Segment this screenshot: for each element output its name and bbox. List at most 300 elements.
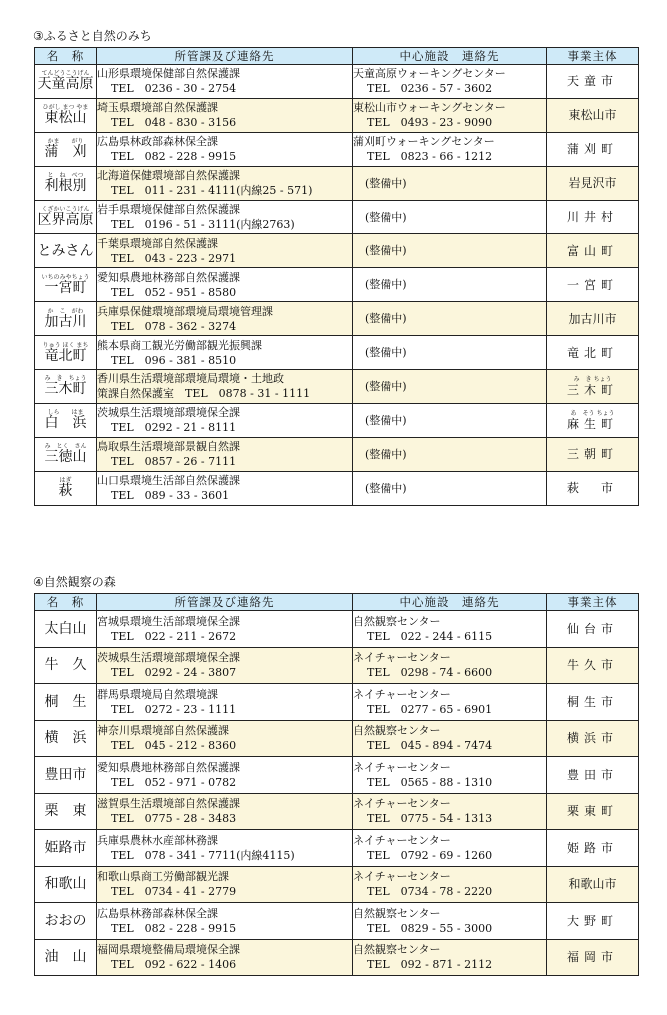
place-name-text: 和歌山 xyxy=(44,876,87,893)
operator xyxy=(567,695,618,709)
center-cell xyxy=(353,302,547,336)
dept-name: 福岡県環境整備局環境保全課 xyxy=(97,943,240,957)
center-name: ネイチャーセンター xyxy=(353,870,451,884)
header-center: 中心施設 連絡先 xyxy=(353,594,547,611)
operator xyxy=(568,877,616,891)
operator-name: 三朝町 xyxy=(566,447,618,462)
center-name: (整備中) xyxy=(365,244,407,258)
place-ruby: かま がり xyxy=(47,138,84,146)
operator xyxy=(567,278,618,292)
dept-tel: TEL 045 - 212 - 8360 xyxy=(111,739,237,753)
place-name-cell xyxy=(35,684,97,721)
center-cell xyxy=(353,65,547,99)
center-cell xyxy=(353,866,547,903)
place-name xyxy=(38,70,94,91)
place-name-cell xyxy=(35,98,97,132)
place-name-text: 白 浜 xyxy=(44,415,87,432)
center-tel: TEL 0298 - 74 - 6600 xyxy=(367,666,493,680)
operator-cell xyxy=(547,65,639,99)
operator-cell xyxy=(547,471,639,505)
place-ruby: か こ がわ xyxy=(47,307,84,315)
place-name xyxy=(45,658,87,672)
place-name-text: 東松山 xyxy=(44,110,87,127)
operator-ruby: み き ちょう xyxy=(573,375,612,383)
center-name: ネイチャーセンター xyxy=(353,760,451,774)
place-name xyxy=(45,914,87,928)
place-name-text: 一宮町 xyxy=(44,279,87,296)
dept-name: 宮城県環境生活部環境保全課 xyxy=(97,614,240,628)
table-row xyxy=(35,370,639,404)
operator-cell xyxy=(547,939,639,976)
operator-name: 豊田市 xyxy=(566,767,618,782)
operator-name: 福岡市 xyxy=(566,950,618,965)
operator-cell xyxy=(547,98,639,132)
center-name: (整備中) xyxy=(365,346,407,360)
table-row xyxy=(35,647,639,684)
center-name: (整備中) xyxy=(365,413,407,427)
place-name xyxy=(45,409,87,430)
center-cell xyxy=(353,437,547,471)
place-name xyxy=(45,622,87,636)
center-cell xyxy=(353,830,547,867)
center-tel: TEL 0493 - 23 - 9090 xyxy=(367,116,493,130)
operator-name: 川井村 xyxy=(566,210,618,224)
place-name xyxy=(43,342,89,363)
table-row xyxy=(35,471,639,505)
dept-name: 北海道保健環境部自然保護課 xyxy=(97,169,240,183)
table-row xyxy=(35,132,639,166)
center-cell xyxy=(353,757,547,794)
place-name xyxy=(45,841,87,855)
operator xyxy=(567,914,618,928)
dept-name: 群馬県環境局自然環境課 xyxy=(97,687,218,701)
center-name: (整備中) xyxy=(365,481,407,495)
operator-name: 牛久市 xyxy=(566,658,618,673)
dept-tel: TEL 0292 - 24 - 3807 xyxy=(111,666,237,680)
dept-tel: TEL 0857 - 26 - 7111 xyxy=(111,455,237,469)
operator-name: 三木町 xyxy=(566,382,618,397)
center-name: 自然観察センター xyxy=(353,943,441,957)
operator xyxy=(567,210,618,224)
table-row xyxy=(35,720,639,757)
operator-name: 東松山市 xyxy=(568,108,617,123)
place-name-text: 油 山 xyxy=(44,949,87,966)
dept-cell xyxy=(97,647,353,684)
place-name-cell xyxy=(35,647,97,684)
place-ruby: はぎ xyxy=(59,477,72,485)
dept-tel: TEL 052 - 951 - 8580 xyxy=(111,285,237,299)
center-cell xyxy=(353,234,547,268)
operator-cell xyxy=(547,268,639,302)
dept-tel: TEL 089 - 33 - 3601 xyxy=(111,489,230,503)
dept-cell xyxy=(97,336,353,370)
dept-name: 山形県環境保健部自然保護課 xyxy=(97,67,240,81)
furusato-table xyxy=(34,47,639,506)
dept-name: 埼玉県環境部自然保護課 xyxy=(97,101,218,115)
section-title-observation: ④自然観察の森 xyxy=(33,575,116,589)
place-name xyxy=(38,244,94,258)
center-name: ネイチャーセンター xyxy=(353,797,451,811)
place-ruby: てんどうこうげん xyxy=(41,70,90,78)
dept-name: 滋賀県生活環境部自然保護課 xyxy=(97,797,240,811)
operator-name: 和歌山市 xyxy=(568,877,617,892)
operator-name: 大野町 xyxy=(566,913,618,928)
dept-name: 岩手県環境保健部自然保護課 xyxy=(97,203,240,216)
observation-table xyxy=(34,593,639,976)
place-name-cell xyxy=(35,757,97,794)
table-row xyxy=(35,65,639,99)
operator-cell xyxy=(547,684,639,721)
center-cell xyxy=(353,132,547,166)
dept-name: 和歌山県商工労働部観光課 xyxy=(97,870,229,884)
place-ruby: いちのみやちょう xyxy=(41,273,90,281)
center-cell xyxy=(353,647,547,684)
table-row xyxy=(35,234,639,268)
place-name-text: とみさん xyxy=(37,242,94,259)
table-row xyxy=(35,200,639,234)
center-tel: TEL 022 - 244 - 6115 xyxy=(367,629,493,643)
operator-cell xyxy=(547,757,639,794)
operator-name: 加古川市 xyxy=(568,311,617,326)
dept-tel: TEL 0292 - 21 - 8111 xyxy=(111,421,237,435)
place-name-text: 竜北町 xyxy=(44,347,87,364)
operator xyxy=(567,410,618,431)
place-name xyxy=(41,274,89,295)
place-name-text: 太白山 xyxy=(44,620,87,637)
operator-ruby: あ そう ちょう xyxy=(570,409,615,417)
dept-name: 茨城県生活環境部環境保全課 xyxy=(97,406,240,420)
operator-cell xyxy=(547,132,639,166)
center-cell xyxy=(353,720,547,757)
header-dept: 所管課及び連絡先 xyxy=(97,48,353,65)
operator xyxy=(567,768,618,782)
operator-cell xyxy=(547,234,639,268)
dept-name: 兵庫県農林水産部林務課 xyxy=(97,833,218,847)
operator xyxy=(567,74,618,88)
header-name: 名 称 xyxy=(35,594,97,611)
place-name xyxy=(45,877,87,891)
dept-tel: TEL 082 - 228 - 9915 xyxy=(111,150,237,164)
center-tel: TEL 0829 - 55 - 3000 xyxy=(367,921,493,935)
operator-name: 一宮町 xyxy=(566,277,618,292)
operator-name: 萩 市 xyxy=(566,481,618,496)
place-name-text: 萩 xyxy=(58,483,73,500)
place-name xyxy=(38,206,94,227)
place-name-text: 三徳山 xyxy=(44,449,87,466)
place-name xyxy=(45,804,87,818)
operator-name: 横浜市 xyxy=(566,731,618,746)
operator xyxy=(567,376,618,397)
place-name-text: 区界高原 xyxy=(37,212,94,228)
dept-name: 茨城県生活環境部環境保全課 xyxy=(97,651,240,665)
center-name: 自然観察センター xyxy=(353,724,441,738)
center-tel: TEL 0823 - 66 - 1212 xyxy=(367,150,493,164)
operator-cell xyxy=(547,866,639,903)
place-name-cell xyxy=(35,166,97,200)
center-tel: TEL 0775 - 54 - 1313 xyxy=(367,812,493,826)
dept-name: 広島県林務部森林保全課 xyxy=(97,906,218,920)
operator xyxy=(567,658,618,672)
operator xyxy=(567,804,618,818)
place-name-text: 豊田市 xyxy=(44,766,87,783)
operator-cell xyxy=(547,647,639,684)
dept-cell xyxy=(97,65,353,99)
dept-cell xyxy=(97,403,353,437)
dept-name: 神奈川県環境部自然保護課 xyxy=(97,724,229,738)
operator-name: 麻生町 xyxy=(566,416,618,431)
operator-cell xyxy=(547,437,639,471)
dept-cell xyxy=(97,437,353,471)
center-name: ネイチャーセンター xyxy=(353,833,451,847)
place-name-text: 姫路市 xyxy=(44,839,87,856)
dept-tel: TEL 0775 - 28 - 3483 xyxy=(111,812,237,826)
dept-tel: TEL 096 - 381 - 8510 xyxy=(111,353,237,367)
dept-tel: 策課自然保護室 TEL 0878 - 31 - 1111 xyxy=(97,387,311,401)
operator-name: 竜北町 xyxy=(566,345,618,360)
center-name: (整備中) xyxy=(365,379,407,393)
operator-cell xyxy=(547,403,639,437)
center-name: ネイチャーセンター xyxy=(353,651,451,665)
table-row xyxy=(35,757,639,794)
dept-cell xyxy=(97,132,353,166)
place-name-cell xyxy=(35,234,97,268)
place-name xyxy=(45,695,87,709)
dept-cell xyxy=(97,720,353,757)
center-name: 天童高原ウォーキングセンター xyxy=(353,67,506,81)
place-ruby: み き ちょう xyxy=(44,375,87,383)
operator-cell xyxy=(547,370,639,404)
place-name-cell xyxy=(35,132,97,166)
center-cell xyxy=(353,336,547,370)
section-title-furusato: ③ふるさと自然のみち xyxy=(33,29,152,43)
operator xyxy=(567,481,618,495)
operator-cell xyxy=(547,793,639,830)
dept-name: 熊本県商工観光労働部観光振興課 xyxy=(97,338,262,352)
dept-tel: TEL 043 - 223 - 2971 xyxy=(111,251,237,265)
center-cell xyxy=(353,793,547,830)
place-name-cell xyxy=(35,611,97,648)
place-name-cell xyxy=(35,65,97,99)
dept-cell xyxy=(97,200,353,234)
center-tel: TEL 0734 - 78 - 2220 xyxy=(367,885,493,899)
operator-cell xyxy=(547,903,639,940)
center-cell xyxy=(353,268,547,302)
center-cell xyxy=(353,370,547,404)
dept-name: 千葉県環境部自然保護課 xyxy=(97,236,218,250)
table-row xyxy=(35,302,639,336)
dept-cell xyxy=(97,684,353,721)
dept-tel: TEL 078 - 362 - 3274 xyxy=(111,319,237,333)
place-name-cell xyxy=(35,268,97,302)
dept-name: 愛知県農地林務部自然保護課 xyxy=(97,270,240,284)
place-name xyxy=(45,138,87,159)
center-name: ネイチャーセンター xyxy=(353,687,451,701)
operator xyxy=(567,142,618,156)
center-name: 自然観察センター xyxy=(353,614,441,628)
place-name xyxy=(45,308,87,329)
place-name xyxy=(45,950,87,964)
dept-tel: TEL 092 - 622 - 1406 xyxy=(111,958,237,972)
dept-cell xyxy=(97,757,353,794)
operator xyxy=(567,447,618,461)
dept-cell xyxy=(97,866,353,903)
dept-cell xyxy=(97,611,353,648)
dept-cell xyxy=(97,370,353,404)
header-row xyxy=(35,48,639,65)
center-tel: TEL 092 - 871 - 2112 xyxy=(367,958,493,972)
center-tel: TEL 045 - 894 - 7474 xyxy=(367,739,493,753)
place-name-text: 横 浜 xyxy=(44,730,87,747)
center-name: (整備中) xyxy=(365,447,407,461)
dept-tel: TEL 0272 - 23 - 1111 xyxy=(111,702,237,716)
table-row xyxy=(35,98,639,132)
dept-cell xyxy=(97,98,353,132)
operator-name: 姫路市 xyxy=(566,840,618,855)
operator xyxy=(567,731,618,745)
place-name xyxy=(59,477,73,498)
place-ruby: しら はま xyxy=(47,409,84,417)
place-name-text: 牛 久 xyxy=(44,657,87,674)
operator xyxy=(567,346,618,360)
place-name-cell xyxy=(35,336,97,370)
dept-cell xyxy=(97,166,353,200)
dept-tel: TEL 011 - 231 - 4111(内線25 - 571) xyxy=(111,184,313,198)
center-tel: TEL 0792 - 69 - 1260 xyxy=(367,848,493,862)
operator-cell xyxy=(547,720,639,757)
place-name-cell xyxy=(35,200,97,234)
place-name-cell xyxy=(35,471,97,505)
operator-cell xyxy=(547,166,639,200)
table-row xyxy=(35,903,639,940)
place-name-cell xyxy=(35,403,97,437)
center-cell xyxy=(353,166,547,200)
header-body: 事業主体 xyxy=(547,594,639,611)
center-name: 東松山市ウォーキングセンター xyxy=(353,101,506,115)
table-row xyxy=(35,403,639,437)
center-cell xyxy=(353,471,547,505)
place-name-cell xyxy=(35,302,97,336)
center-cell xyxy=(353,403,547,437)
operator xyxy=(568,108,616,122)
dept-tel: TEL 078 - 341 - 7711(内線4115) xyxy=(111,848,295,862)
place-name-cell xyxy=(35,793,97,830)
operator-cell xyxy=(547,200,639,234)
place-name-text: 利根別 xyxy=(44,178,87,195)
place-name-cell xyxy=(35,866,97,903)
center-name: (整備中) xyxy=(365,278,407,292)
dept-tel: TEL 082 - 228 - 9915 xyxy=(111,921,237,935)
place-name-text: 天童高原 xyxy=(37,76,94,93)
operator-name: 岩見沢市 xyxy=(568,176,617,191)
center-name: 蒲刈町ウォーキングセンター xyxy=(353,135,495,149)
operator-name: 天童市 xyxy=(566,74,618,89)
dept-cell xyxy=(97,830,353,867)
dept-name: 鳥取県生活環境部景観自然課 xyxy=(97,440,240,454)
dept-cell xyxy=(97,268,353,302)
dept-name: 広島県林政部森林保全課 xyxy=(97,135,218,149)
place-name-text: 加古川 xyxy=(44,313,87,330)
place-ruby: み とく さん xyxy=(44,443,87,451)
place-ruby: ひがし まつ やま xyxy=(42,104,89,112)
center-tel: TEL 0565 - 88 - 1310 xyxy=(367,775,493,789)
header-dept: 所管課及び連絡先 xyxy=(97,594,353,611)
place-name xyxy=(44,443,86,464)
place-name-cell xyxy=(35,437,97,471)
center-cell xyxy=(353,684,547,721)
center-name: (整備中) xyxy=(365,210,407,224)
center-name: (整備中) xyxy=(365,176,407,190)
dept-name: 山口県環境生活部自然保護課 xyxy=(97,474,240,488)
operator-name: 仙台市 xyxy=(566,621,618,636)
operator xyxy=(568,312,616,326)
center-cell xyxy=(353,939,547,976)
operator-cell xyxy=(547,611,639,648)
dept-name: 兵庫県保健環境部環境局環境管理課 xyxy=(97,304,273,318)
operator xyxy=(567,841,618,855)
place-name-cell xyxy=(35,903,97,940)
center-cell xyxy=(353,98,547,132)
table-row xyxy=(35,437,639,471)
table-row xyxy=(35,611,639,648)
dept-cell xyxy=(97,903,353,940)
dept-name: 愛知県農地林務部自然保護課 xyxy=(97,760,240,774)
table-row xyxy=(35,939,639,976)
header-name: 名 称 xyxy=(35,48,97,65)
center-cell xyxy=(353,200,547,234)
operator-name: 桐生市 xyxy=(566,694,618,709)
dept-tel: TEL 052 - 971 - 0782 xyxy=(111,775,237,789)
place-ruby: りゅう ほく まち xyxy=(42,341,89,349)
place-name xyxy=(45,172,87,193)
operator xyxy=(568,176,616,190)
dept-cell xyxy=(97,939,353,976)
dept-tel: TEL 022 - 211 - 2672 xyxy=(111,629,237,643)
dept-cell xyxy=(97,793,353,830)
place-name-cell xyxy=(35,370,97,404)
dept-tel: TEL 0734 - 41 - 2779 xyxy=(111,885,237,899)
place-name xyxy=(45,768,87,782)
place-name xyxy=(45,731,87,745)
place-name xyxy=(44,375,86,396)
place-name-cell xyxy=(35,939,97,976)
operator-cell xyxy=(547,302,639,336)
dept-cell xyxy=(97,234,353,268)
dept-cell xyxy=(97,471,353,505)
operator-name: 富山町 xyxy=(566,243,618,258)
center-name: 自然観察センター xyxy=(353,906,441,920)
center-cell xyxy=(353,611,547,648)
place-ruby: くざかいこうげん xyxy=(41,206,90,213)
operator xyxy=(567,950,618,964)
center-name: (整備中) xyxy=(365,312,407,326)
table-row xyxy=(35,866,639,903)
dept-tel: TEL 0196 - 51 - 3111(内線2763) xyxy=(111,218,295,231)
place-name-cell xyxy=(35,830,97,867)
place-name-cell xyxy=(35,720,97,757)
place-name-text: おおの xyxy=(44,912,87,929)
table-row xyxy=(35,793,639,830)
place-name-text: 蒲 刈 xyxy=(44,144,87,161)
center-cell xyxy=(353,903,547,940)
place-name-text: 桐 生 xyxy=(44,693,87,710)
operator xyxy=(567,244,618,258)
header-row xyxy=(35,594,639,611)
operator-cell xyxy=(547,336,639,370)
table-row xyxy=(35,268,639,302)
table-row xyxy=(35,166,639,200)
dept-tel: TEL 048 - 830 - 3156 xyxy=(111,116,237,130)
header-center: 中心施設 連絡先 xyxy=(353,48,547,65)
